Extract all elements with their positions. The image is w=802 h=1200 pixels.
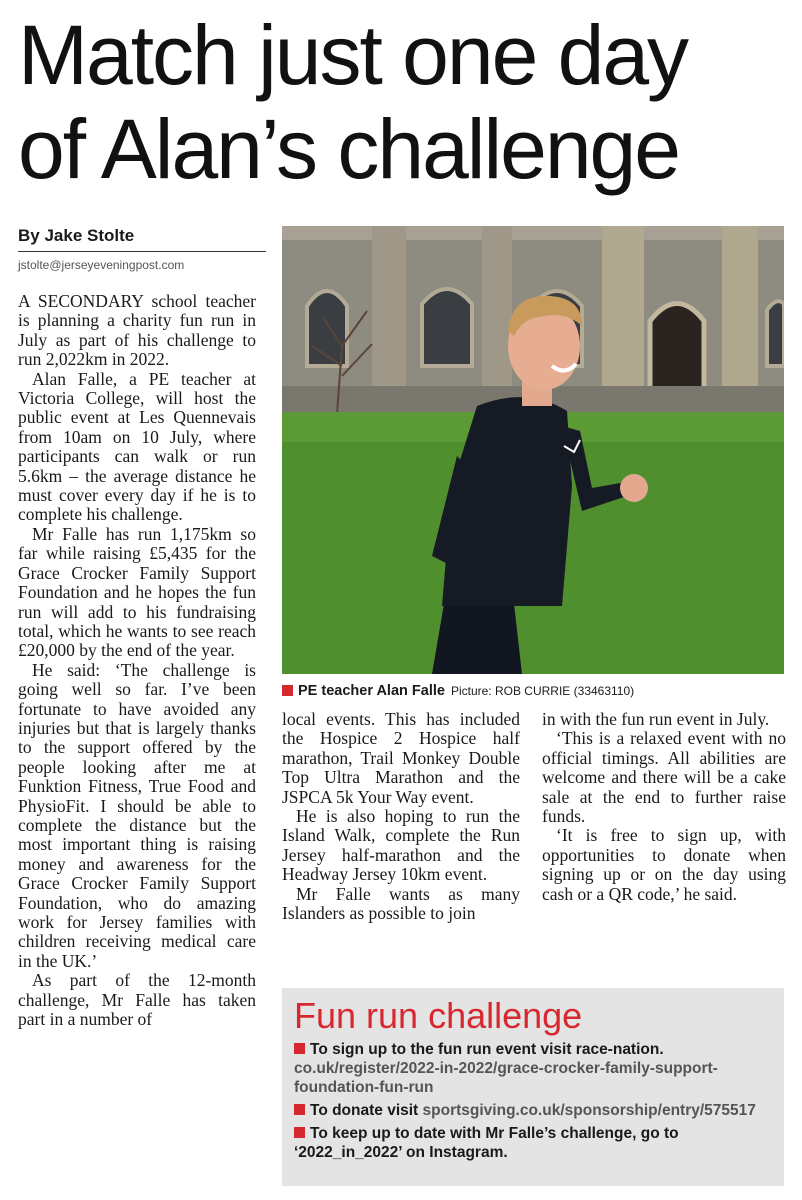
paragraph-1 [18,292,256,370]
headline-line-1: Match just one day [18,8,688,102]
instagram-text: To keep up to date with Mr Falle’s challenge, go to ‘2022_in_2022’ on Instagram. [294,1125,679,1161]
signup-link[interactable]: co.uk/register/2022-in-2022/grace-crocker-family-support-foundation-fun-run [294,1060,718,1096]
article-column-2 [282,710,520,972]
headline-line-2: of Alan’s challenge [18,102,679,196]
column2-paragraph-1: local events. This has included the Hospice 2 Hospice half marathon, Trail Monkey Double Top Ultra Marathon and the JSPCA 5k Your Way event. [282,710,520,807]
column3-paragraph-2: ‘This is a relaxed event with no official timings. All abilities are welcome and there will be a cake sale at the end to further raise funds. [542,728,786,827]
photo-illustration [282,226,784,674]
factbox-item-instagram [294,1124,772,1162]
caption-title: PE teacher Alan Falle [298,683,445,699]
bullet-square-icon [294,1104,305,1115]
paragraph-1-text: school teacher is planning a charity fun run in July as part of his challenge to run 2,022km in 2022. [18,292,256,370]
byline-author: By Jake Stolte [18,226,266,252]
lead-caps: A SECONDARY [18,292,144,311]
byline-email[interactable]: jstolte@jerseyeveningpost.com [18,258,185,272]
headline [18,8,798,196]
article-column-1 [18,292,256,1184]
paragraph-5: As part of the 12-month challenge, Mr Falle has taken part in a number of [18,970,256,1030]
bullet-square-icon [294,1127,305,1138]
paragraph-4: He said: ‘The challenge is going well so far. I’ve been fortunate to have avoided any injuries but that is largely thanks to the support offered by the people looking after me at Funktion Fitness, True Food and PhysioFit. I should be able to complete the distance but the most important thing is raising money and awareness for the Grace Crocker Family Support Foundation, who do amazing work for Jersey families with children receiving medical care in the UK.’ [18,659,256,971]
bullet-square-icon [294,1043,305,1054]
factbox-title: Fun run challenge [294,995,583,1036]
byline-block [18,226,266,272]
paragraph-3: Mr Falle has run 1,175km so far while raising £5,435 for the Grace Crocker Family Support Foundation and he hopes the fun run will add to his fundraising total, which he wants to see reach £20,000 by the end of the year. [18,523,256,661]
donate-text: To donate visit [310,1102,423,1119]
article-photo [282,226,784,674]
column3-paragraph-1: in with the fun run event in July. [542,710,770,729]
paragraph-2: Alan Falle, a PE teacher at Victoria College, will host the public event at Les Quennevais from 10am on 10 July, where participants can walk or run 5.6km – the average distance he must cover every day if he is to complete his challenge. [18,368,256,525]
column2-paragraph-3: Mr Falle wants as many Islanders as possible to join [282,883,520,924]
column3-paragraph-3: ‘It is free to sign up, with opportunities to donate when signing up or on the day using cash or a QR code,’ he said. [542,825,786,904]
photo-caption [282,683,792,699]
caption-credit: Picture: ROB CURRIE (33463110) [450,684,635,698]
column2-paragraph-2: He is also hoping to run the Island Walk, complete the Run Jersey half-marathon and the Headway Jersey 10km event. [282,806,520,885]
donate-link[interactable]: sportsgiving.co.uk/sponsorship/entry/575517 [422,1102,756,1119]
factbox-item-donate [294,1101,772,1120]
article-column-3 [542,710,786,972]
bullet-square-icon [282,685,293,696]
signup-text: To sign up to the fun run event visit race-nation. [310,1041,664,1058]
factbox-item-signup [294,1040,772,1097]
fun-run-factbox [282,988,784,1186]
